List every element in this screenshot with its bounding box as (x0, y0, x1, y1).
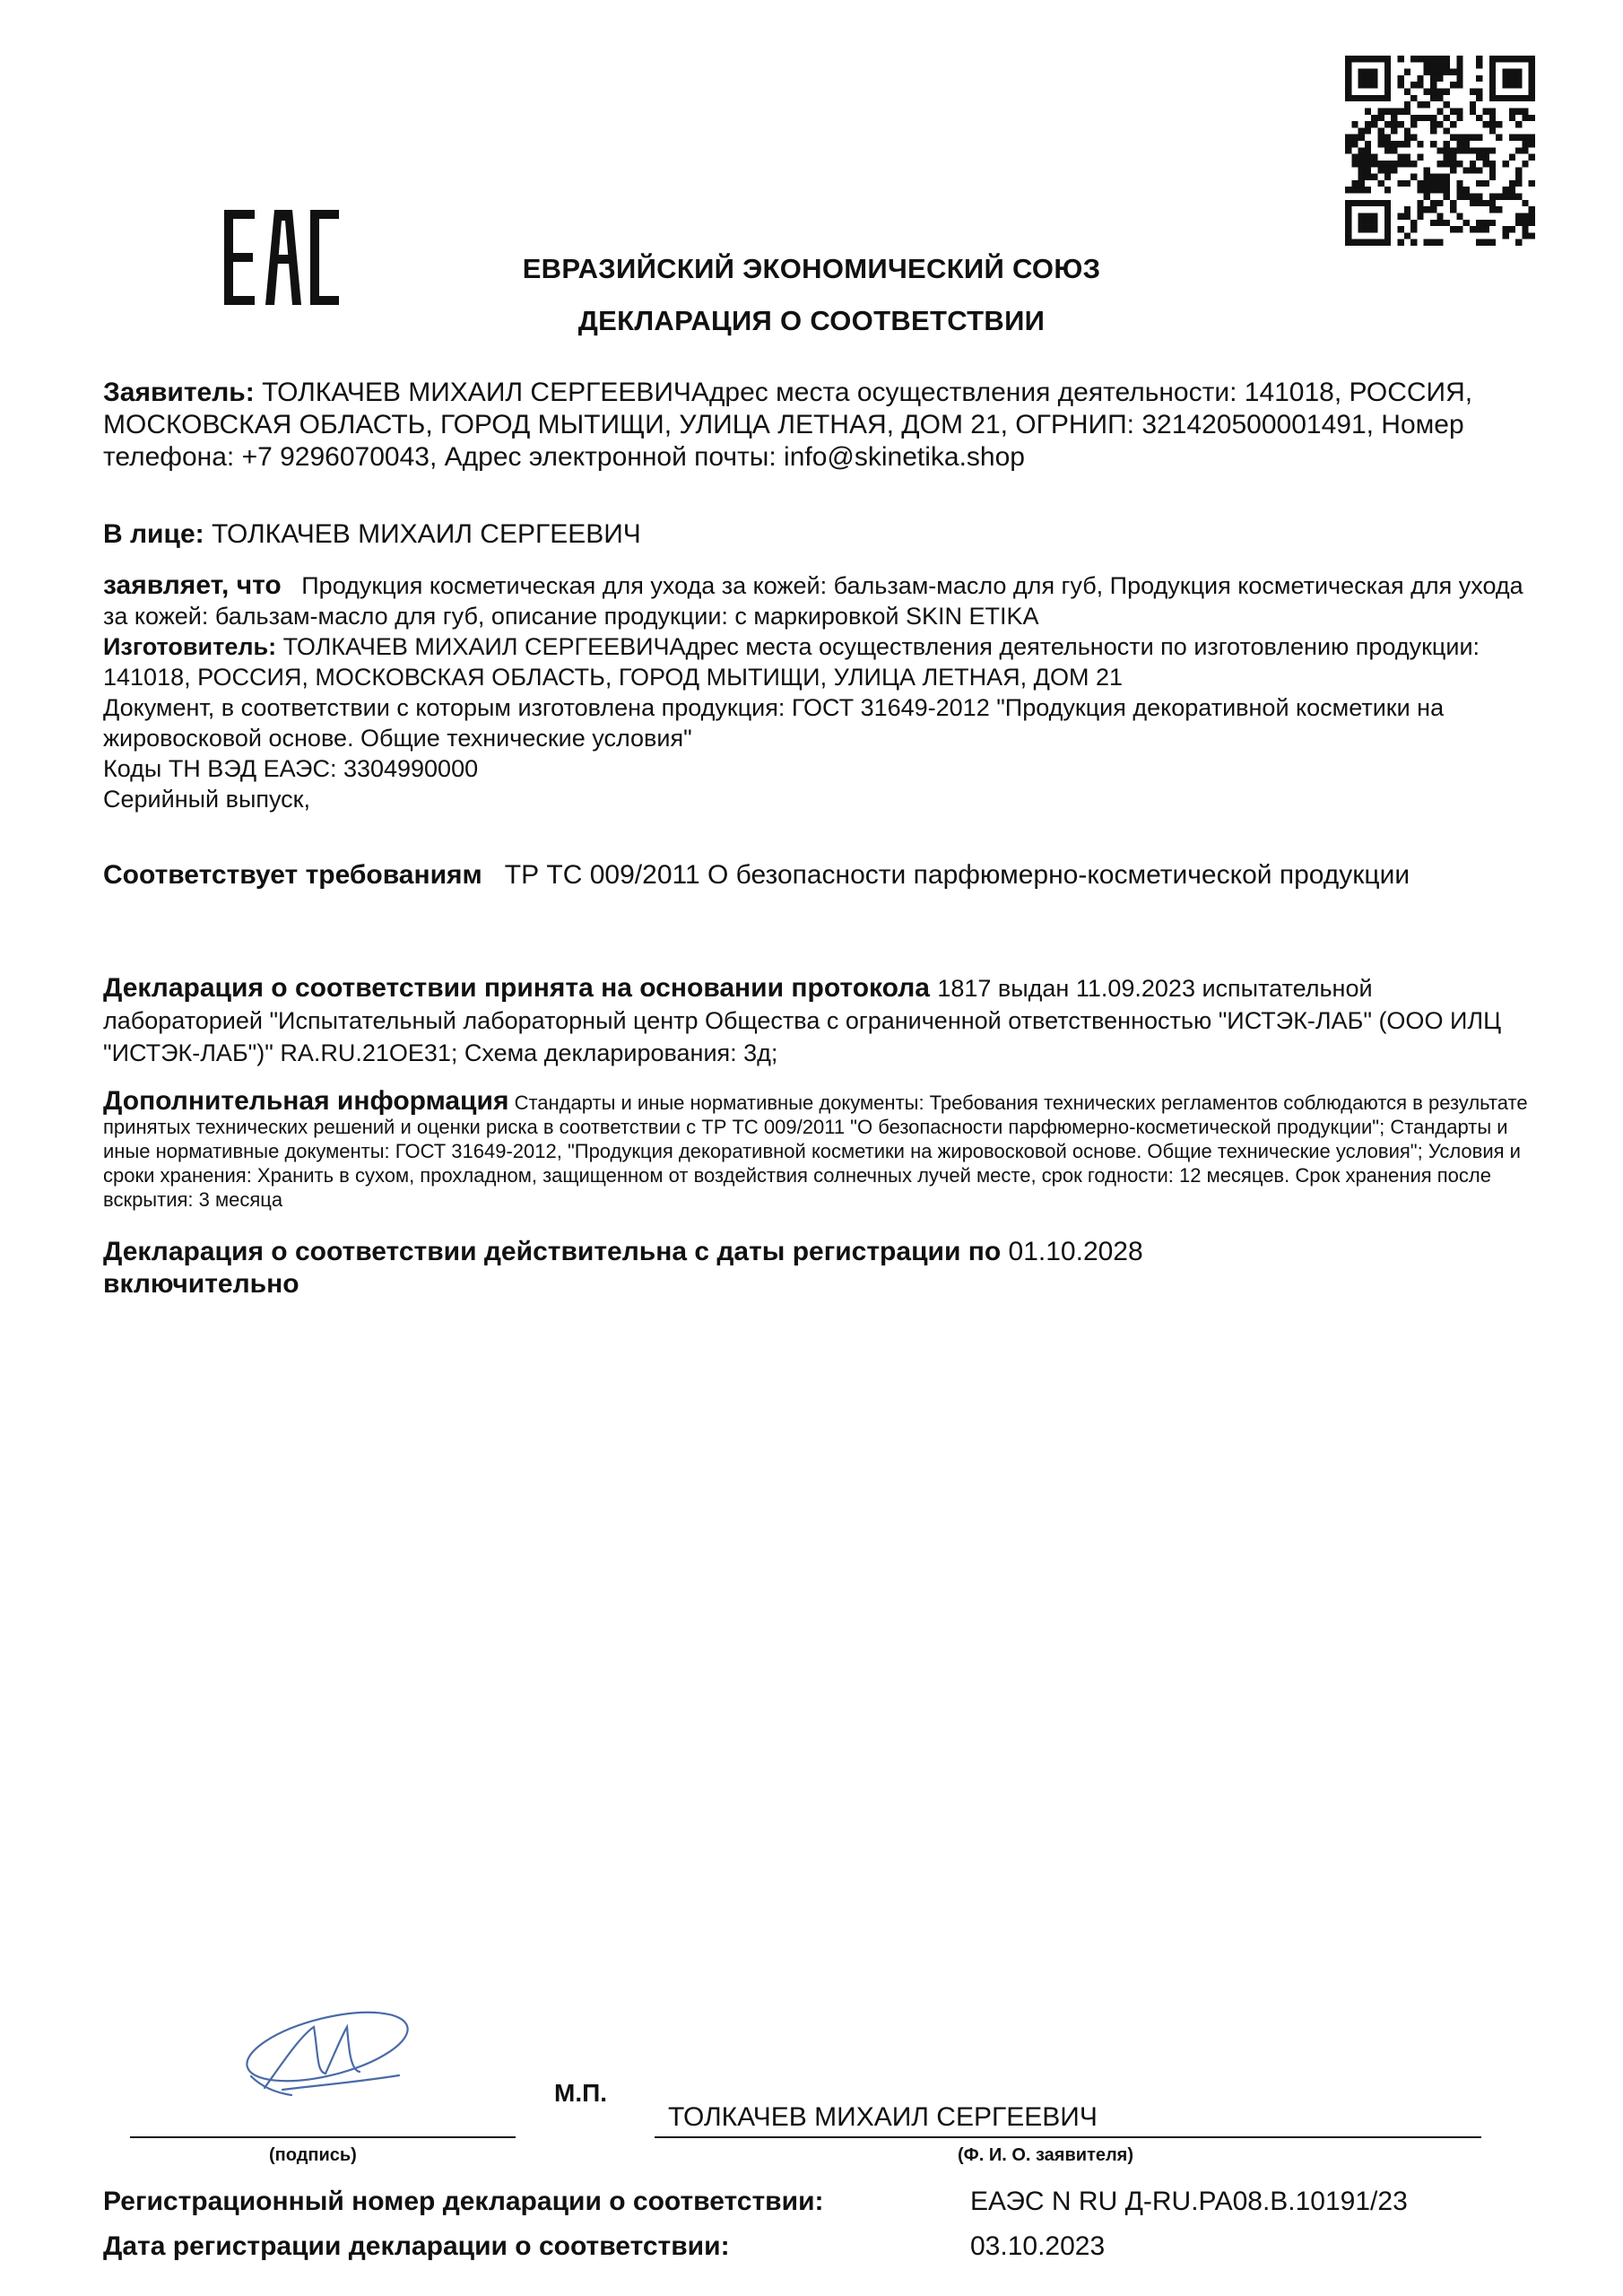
registration-number: ЕАЭС N RU Д-RU.РА08.В.10191/23 (970, 2187, 1408, 2216)
name-caption: (Ф. И. О. заявителя) (958, 2145, 1134, 2165)
validity-date: 01.10.2028 (1008, 1237, 1143, 1266)
basis-text: 1817 выдан 11.09.2023 испытательной лабораторией "Испытательный лабораторный центр Общества с ограниченной ответственностью "ИСТЭК-ЛАБ" (ООО ИЛЦ "ИСТЭК-ЛАБ")" RA.RU.21ОЕ31; Схема декларирования: 3д; (103, 975, 1502, 1066)
applicant-label: Заявитель: (103, 378, 255, 407)
registration-date: 03.10.2023 (970, 2231, 1106, 2261)
stamp-label: М.П. (554, 2079, 608, 2107)
declares-block (103, 570, 1538, 631)
validity-suffix: включительно (103, 1269, 299, 1299)
signature-icon (229, 2000, 417, 2108)
signature-line (130, 2136, 516, 2138)
basis-section (103, 972, 1538, 1069)
validity-label: Декларация о соответствии действительна с даты регистрации по (103, 1237, 1002, 1266)
page-title: ДЕКЛАРАЦИЯ О СООТВЕТСТВИИ (577, 305, 1046, 336)
codes-text: Коды ТН ВЭД ЕАЭС: 3304990000 (103, 755, 479, 782)
applicant-name: ТОЛКАЧЕВ МИХАИЛ СЕРГЕЕВИЧ (668, 2102, 1098, 2132)
person-section (103, 518, 1538, 551)
person-text: ТОЛКАЧЕВ МИХАИЛ СЕРГЕЕВИЧ (211, 519, 641, 549)
applicant-text: ТОЛКАЧЕВ МИХАИЛ СЕРГЕЕВИЧАдрес места осуществления деятельности: 141018, РОССИЯ, МОСКОВСКАЯ ОБЛАСТЬ, ГОРОД МЫТИЩИ, УЛИЦА ЛЕТНАЯ, ДОМ 21, ОГРНИП: 321420500001491, Номер телефона: +7 9296070043, Адрес электронной почты: info@skinetika.shop (103, 378, 1473, 472)
validity-section (103, 1236, 1538, 1300)
additional-text: Стандарты и иные нормативные документы: Требования технических регламентов соблюдаются в результате принятых технических решений и оценки риска в соответствии с ТР ТС 009/2011 "О безопасности парфюмерно-косметической продукции"; Стандарты и иные нормативные документы: ГОСТ 31649-2012, "Продукция декоративной косметики на жировосковой основе. Общие технические условия"; Условия и сроки хранения: Хранить в сухом, прохладном, защищенном от воздействия солнечных лучей месте, срок годности: 12 месяцев. Срок хранения после вскрытия: 3 месяца (103, 1091, 1528, 1211)
registration-number-label: Регистрационный номер декларации о соответствии: (103, 2187, 824, 2216)
additional-section (103, 1086, 1538, 1212)
complies-label: Соответствует требованиям (103, 860, 482, 890)
applicant-section (103, 377, 1538, 474)
signature-caption: (подпись) (269, 2145, 357, 2165)
serial-text: Серийный выпуск, (103, 786, 310, 813)
declares-label: заявляет, что (103, 570, 282, 600)
document-text: Документ, в соответствии с которым изготовлена продукция: ГОСТ 31649-2012 "Продукция декоративной косметики на жировосковой основе. Общие технические условия" (103, 694, 1445, 752)
basis-label: Декларация о соответствии принята на основании протокола (103, 973, 930, 1003)
declares-text: Продукция косметическая для ухода за кожей: бальзам-масло для губ, Продукция косметическая для ухода за кожей: бальзам-масло для губ, описание продукции: с маркировкой SKIN ETIKA (103, 572, 1523, 630)
name-line (655, 2136, 1481, 2138)
product-section (103, 570, 1538, 814)
manufacturer-block (103, 631, 1538, 692)
complies-section (103, 859, 1538, 891)
qr-code (1345, 56, 1535, 246)
qr-code-icon (1345, 56, 1535, 246)
person-label: В лице: (103, 519, 204, 549)
complies-text: ТР ТС 009/2011 О безопасности парфюмерно-косметической продукции (504, 860, 1410, 890)
manufacturer-text: ТОЛКАЧЕВ МИХАИЛ СЕРГЕЕВИЧАдрес места осуществления деятельности по изготовлению продукции: 141018, РОССИЯ, МОСКОВСКАЯ ОБЛАСТЬ, ГОРОД МЫТИЩИ, УЛИЦА ЛЕТНАЯ, ДОМ 21 (103, 633, 1480, 691)
union-title: ЕВРАЗИЙСКИЙ ЭКОНОМИЧЕСКИЙ СОЮЗ (522, 253, 1101, 284)
signature (229, 2000, 417, 2108)
additional-label: Дополнительная информация (103, 1086, 509, 1116)
manufacturer-label: Изготовитель: (103, 633, 277, 660)
registration-date-label: Дата регистрации декларации о соответствии: (103, 2231, 730, 2261)
